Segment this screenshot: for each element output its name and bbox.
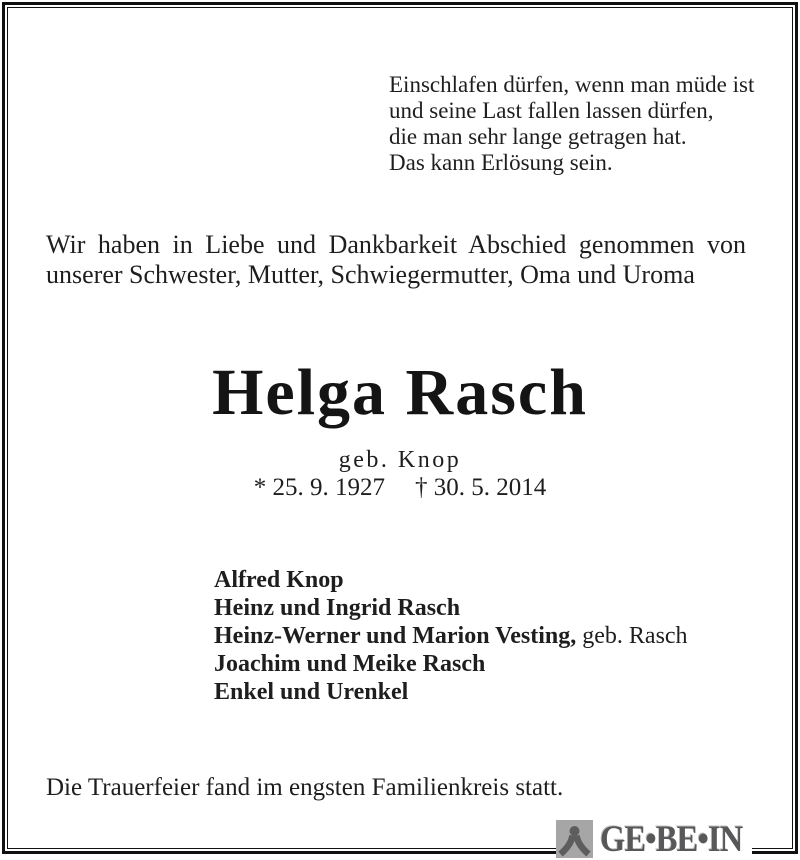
farewell-statement	[46, 230, 746, 290]
mourner-name: Heinz und Ingrid Rasch	[214, 595, 461, 621]
epigraph-poem	[389, 72, 754, 176]
mourner-line	[214, 678, 688, 706]
funeral-notice-text: Die Trauerfeier fand im engsten Familienkreis statt.	[46, 774, 564, 801]
life-dates	[0, 475, 800, 501]
person-figure-icon	[556, 820, 593, 858]
death-date: † 30. 5. 2014	[415, 474, 547, 501]
mourner-line	[214, 622, 688, 650]
birth-date: * 25. 9. 1927	[253, 474, 385, 501]
logo-wordmark: GE•BE•IN	[600, 819, 743, 860]
mourner-name: Heinz-Werner und Marion Vesting,	[214, 623, 577, 649]
mourner-line	[214, 566, 688, 594]
mourner-line	[214, 650, 688, 678]
farewell-line: Wir haben in Liebe und Dankbarkeit Abschied genommen von	[46, 230, 746, 259]
gebein-funeral-home-logo	[556, 816, 752, 858]
farewell-line: unserer Schwester, Mutter, Schwiegermutter, Oma und Uroma	[46, 260, 695, 289]
mourner-suffix: geb. Rasch	[576, 623, 688, 649]
mourner-name: Alfred Knop	[214, 567, 344, 593]
mourner-name: Enkel und Urenkel	[214, 679, 409, 705]
deceased-name: Helga Rasch	[212, 356, 588, 429]
mourner-line	[214, 594, 688, 622]
maiden-name: geb. Knop	[338, 447, 462, 473]
poem-line: und seine Last fallen lassen dürfen,	[389, 98, 714, 123]
poem-line: Das kann Erlösung sein.	[389, 150, 613, 175]
poem-line: Einschlafen dürfen, wenn man müde ist	[389, 72, 755, 97]
poem-line: die man sehr lange getragen hat.	[389, 124, 687, 149]
mourners-list	[214, 566, 688, 706]
mourner-name: Joachim und Meike Rasch	[214, 651, 486, 677]
